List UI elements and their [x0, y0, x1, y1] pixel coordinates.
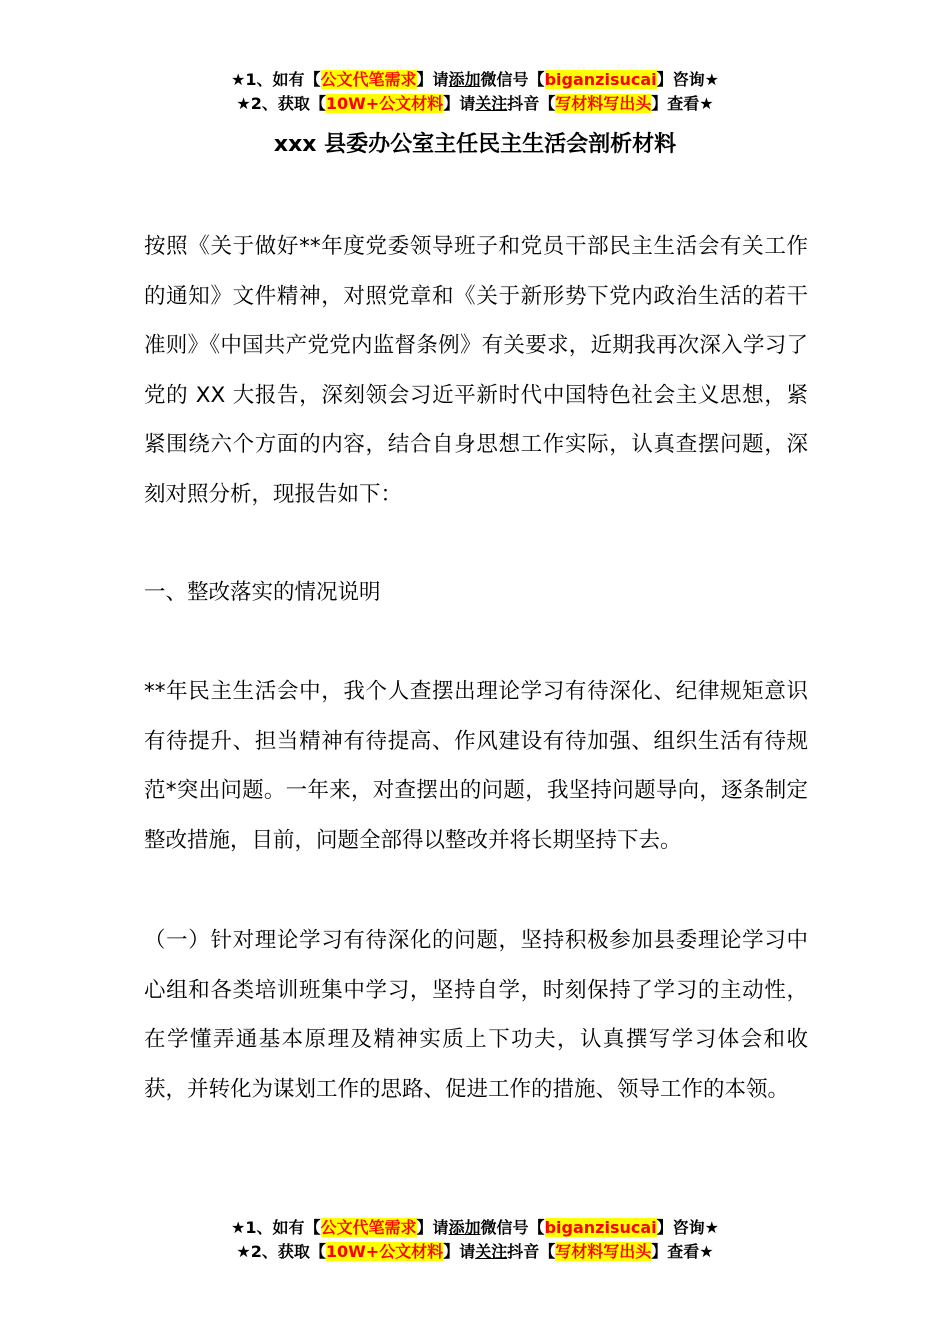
banner-highlight: 10W+公文材料	[325, 94, 444, 113]
banner-line-2	[0, 1240, 950, 1264]
banner-text: 】查看★	[651, 94, 714, 113]
banner-text: 微信号【	[480, 70, 545, 89]
document-title: xxx 县委办公室主任民主生活会剖析材料	[273, 132, 677, 157]
banner-highlight: 10W+公文材料	[325, 1242, 444, 1261]
banner-text: 】请	[443, 94, 476, 113]
banner-highlight-douyin: 写材料写出头	[555, 94, 652, 113]
banner-underline: 添加	[448, 70, 481, 89]
banner-text: 抖音【	[507, 94, 556, 113]
banner-text: ★1、如有【	[231, 1218, 321, 1237]
banner-underline: 关注	[475, 1242, 508, 1261]
banner-underline: 添加	[448, 1218, 481, 1237]
banner-highlight-douyin: 写材料写出头	[555, 1242, 652, 1261]
banner-text: 】请	[443, 1242, 476, 1261]
banner-underline: 关注	[475, 94, 508, 113]
banner-highlight-wechat-id: biganzisucai	[544, 1218, 657, 1237]
banner-text: 】咨询★	[656, 1218, 719, 1237]
paragraph-summary: **年民主生活会中，我个人查摆出理论学习有待深化、纪律规矩意识有待提升、担当精神有待提高、作风建设有待加强、组织生活有待规范*突出问题。一年来，对查摆出的问题，我坚持问题导向，逐条制定整改措施，目前，问题全部得以整改并将长期坚持下去。	[144, 679, 808, 853]
banner-text: 】咨询★	[656, 70, 719, 89]
banner-highlight-wechat-id: biganzisucai	[544, 70, 657, 89]
banner-line-1	[0, 68, 950, 92]
header-banner	[0, 68, 950, 116]
banner-highlight: 公文代笔需求	[320, 1218, 417, 1237]
banner-text: 】请	[416, 1218, 449, 1237]
banner-line-2	[0, 92, 950, 116]
banner-text: 微信号【	[480, 1218, 545, 1237]
banner-text: ★2、获取【	[236, 1242, 326, 1261]
banner-text: ★1、如有【	[231, 70, 321, 89]
banner-text: 抖音【	[507, 1242, 556, 1261]
paragraph-item-1: （一）针对理论学习有待深化的问题，坚持积极参加县委理论学习中心组和各类培训班集中学习，坚持自学，时刻保持了学习的主动性，在学懂弄通基本原理及精神实质上下功夫，认真撰写学习体会和收获，并转化为谋划工作的思路、促进工作的措施、领导工作的本领。	[144, 928, 808, 1102]
banner-text: ★2、获取【	[236, 94, 326, 113]
banner-text: 】请	[416, 70, 449, 89]
banner-line-1	[0, 1216, 950, 1240]
footer-banner	[0, 1216, 950, 1264]
section-heading: 一、整改落实的情况说明	[144, 580, 381, 605]
banner-text: 】查看★	[651, 1242, 714, 1261]
banner-highlight: 公文代笔需求	[320, 70, 417, 89]
paragraph-intro: 按照《关于做好**年度党委领导班子和党员干部民主生活会有关工作的通知》文件精神，对照党章和《关于新形势下党内政治生活的若干准则》《中国共产党党内监督条例》有关要求，近期我再次深入学习了党的 XX 大报告，深刻领会习近平新时代中国特色社会主义思想，紧紧围绕六个方面的内容，结合自身思想工作实际，认真查摆问题，深刻对照分析，现报告如下：	[144, 234, 808, 507]
